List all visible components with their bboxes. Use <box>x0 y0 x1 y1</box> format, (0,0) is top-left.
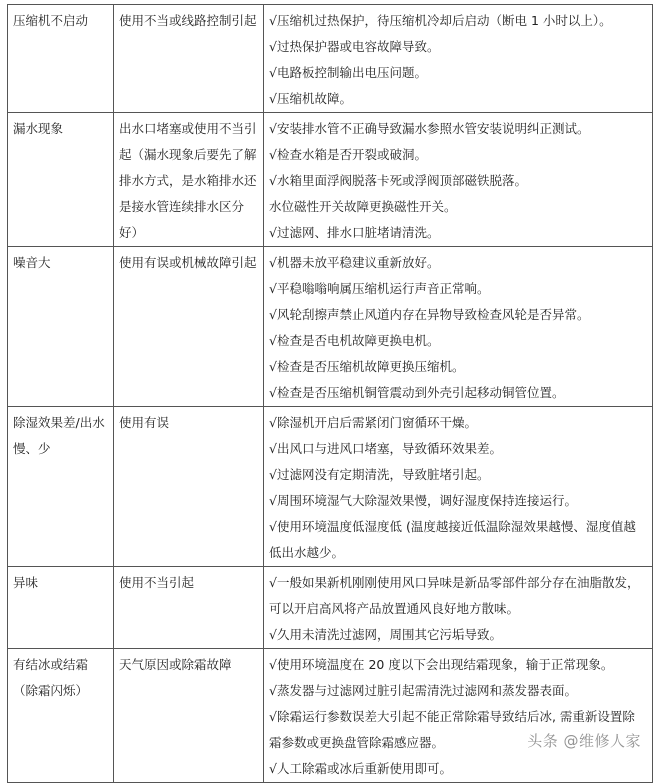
solution-line: √周围环境湿气大除湿效果慢，调好湿度保持连接运行。 <box>269 493 577 508</box>
solution-line: √蒸发器与过滤网过脏引起需清洗过滤网和蒸发器表面。 <box>269 683 577 698</box>
cause-cell: 使用有误或机械故障引起 <box>114 247 264 407</box>
solutions-cell <box>264 407 653 567</box>
symptom-cell: 压缩机不启动 <box>8 5 114 113</box>
solution-line: √过热保护器或电容故障导致。 <box>269 39 440 54</box>
solution-line: √安装排水管不正确导致漏水参照水管安装说明纠正测试。 <box>269 121 590 136</box>
cause-cell: 使用有误 <box>114 407 264 567</box>
solution-line: √风轮刮擦声禁止风道内存在异物导致检查风轮是否异常。 <box>269 307 590 322</box>
solution-line: √平稳嗡嗡响属压缩机运行声音正常响。 <box>269 281 490 296</box>
solutions-cell <box>264 567 653 649</box>
table-row <box>8 5 653 113</box>
solution-line: √过滤网没有定期清洗，导致脏堵引起。 <box>269 467 490 482</box>
solution-line: √出风口与进风口堵塞，导致循环效果差。 <box>269 441 502 456</box>
solution-line: √久用未清洗过滤网，周围其它污垢导致。 <box>269 627 502 642</box>
solution-line: √水箱里面浮阀脱落卡死或浮阀顶部磁铁脱落。 <box>269 173 527 188</box>
solution-line: √检查是否电机故障更换电机。 <box>269 333 440 348</box>
solution-line: √除霜运行参数误差大引起不能正常除霜导致结后冰, 需重新设置除霜参数或更换盘管除霜感应器。 <box>269 709 635 750</box>
solutions-cell <box>264 247 653 407</box>
watermark-text: 头条 @维修人家 <box>527 732 641 750</box>
solution-line: √机器未放平稳建议重新放好。 <box>269 255 440 270</box>
symptom-cell: 噪音大 <box>8 247 114 407</box>
cause-cell: 出水口堵塞或使用不当引起（漏水现象后要先了解排水方式，是水箱排水还是接水管连续排水区分好） <box>114 113 264 247</box>
table-row <box>8 247 653 407</box>
solution-line: √检查是否压缩机故障更换压缩机。 <box>269 359 465 374</box>
solution-line: √人工除霜或冰后重新使用即可。 <box>269 761 452 776</box>
table-body <box>8 5 653 783</box>
cause-cell: 使用不当或线路控制引起 <box>114 5 264 113</box>
solution-line: √电路板控制输出电压问题。 <box>269 65 427 80</box>
cause-cell: 使用不当引起 <box>114 567 264 649</box>
solution-line: √除湿机开启后需紧闭门窗循环干燥。 <box>269 415 477 430</box>
cause-cell: 天气原因或除霜故障 <box>114 649 264 783</box>
symptom-cell: 异味 <box>8 567 114 649</box>
solution-line: √压缩机故障。 <box>269 91 352 106</box>
symptom-cell: 漏水现象 <box>8 113 114 247</box>
solution-line: √过滤网、排水口脏堵请清洗。 <box>269 225 440 240</box>
solution-line: √检查是否压缩机铜管震动到外壳引起移动铜管位置。 <box>269 385 565 400</box>
solution-line: √使用环境温度低湿度低 (温度越接近低温除湿效果越慢、湿度值越低出水越少。 <box>269 519 636 560</box>
solution-line: 水位磁性开关故障更换磁性开关。 <box>269 199 457 214</box>
symptom-cell: 有结冰或结霜（除霜闪烁） <box>8 649 114 783</box>
table-row <box>8 113 653 247</box>
solution-line: √一般如果新机刚刚使用风口异味是新品零部件部分存在油脂散发，可以开启高风将产品放置通风良好地方散味。 <box>269 575 640 616</box>
table-row <box>8 649 653 783</box>
solution-line: √使用环境温度在 20 度以下会出现结霜现象，输于正常现象。 <box>269 657 614 672</box>
solutions-cell <box>264 5 653 113</box>
solutions-cell <box>264 649 653 783</box>
solution-line: √检查水箱是否开裂或破洞。 <box>269 147 427 162</box>
solution-line: √压缩机过热保护，待压缩机冷却后启动（断电 1 小时以上）。 <box>269 13 612 28</box>
table-row <box>8 567 653 649</box>
symptom-cell: 除湿效果差/出水慢、少 <box>8 407 114 567</box>
troubleshooting-table <box>7 4 653 783</box>
table-row <box>8 407 653 567</box>
solutions-cell <box>264 113 653 247</box>
